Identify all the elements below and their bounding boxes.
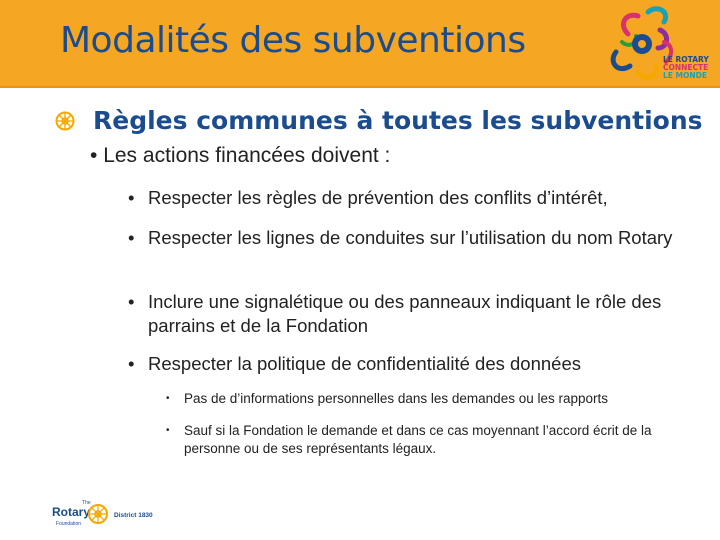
footer-district: District 1830: [114, 512, 153, 519]
slide-header: [0, 0, 720, 88]
heading-row: [55, 106, 703, 135]
bullet-dot: •: [166, 393, 170, 404]
level4-item-2: [166, 422, 686, 458]
level4-item-1: [166, 390, 706, 408]
bullet-dot: •: [128, 353, 135, 374]
logo-line-1: LE ROTARY: [663, 55, 709, 64]
level3-text: Respecter les règles de prévention des conflits d’intérêt,: [148, 187, 608, 208]
logo-tagline: [663, 56, 709, 80]
level3-item-2: [128, 226, 688, 250]
rotary-wheel-icon: [55, 111, 75, 131]
level3-text: Respecter la politique de confidentialité des données: [148, 353, 581, 374]
bullet-dot: •: [166, 425, 170, 436]
slide-title: Modalités des subventions: [60, 20, 526, 61]
footer-foundation: Foundation: [56, 521, 82, 527]
level2-bullet: [90, 144, 390, 168]
bullet-dot: •: [128, 187, 135, 208]
level3-item-3: [128, 290, 703, 338]
level3-item-4: [128, 352, 708, 376]
bullet-dot: •: [128, 291, 135, 312]
bullet-dot: •: [128, 227, 135, 248]
level4-text: Sauf si la Fondation le demande et dans ce cas moyennant l’accord écrit de la personne ou de ses représentants légaux.: [184, 423, 652, 456]
footer-wheel-icon: [89, 505, 107, 523]
level4-text: Pas de d’informations personnelles dans les demandes ou les rapports: [184, 391, 608, 406]
bullet-dot: •: [90, 144, 98, 167]
section-heading: Règles communes à toutes les subventions: [93, 106, 703, 135]
level3-text: Respecter les lignes de conduites sur l’utilisation du nom Rotary: [148, 227, 673, 248]
rotary-foundation-logo: [46, 496, 166, 532]
footer-the: The: [82, 500, 91, 506]
level3-item-1: [128, 186, 708, 210]
footer-rotary: Rotary: [52, 505, 91, 519]
logo-line-3: LE MONDE: [663, 71, 707, 80]
level2-text: Les actions financées doivent :: [103, 144, 391, 167]
logo-line-2: CONNECTE: [663, 63, 709, 72]
level3-text: Inclure une signalétique ou des panneaux indiquant le rôle des parrains et de la Fondation: [148, 291, 662, 336]
